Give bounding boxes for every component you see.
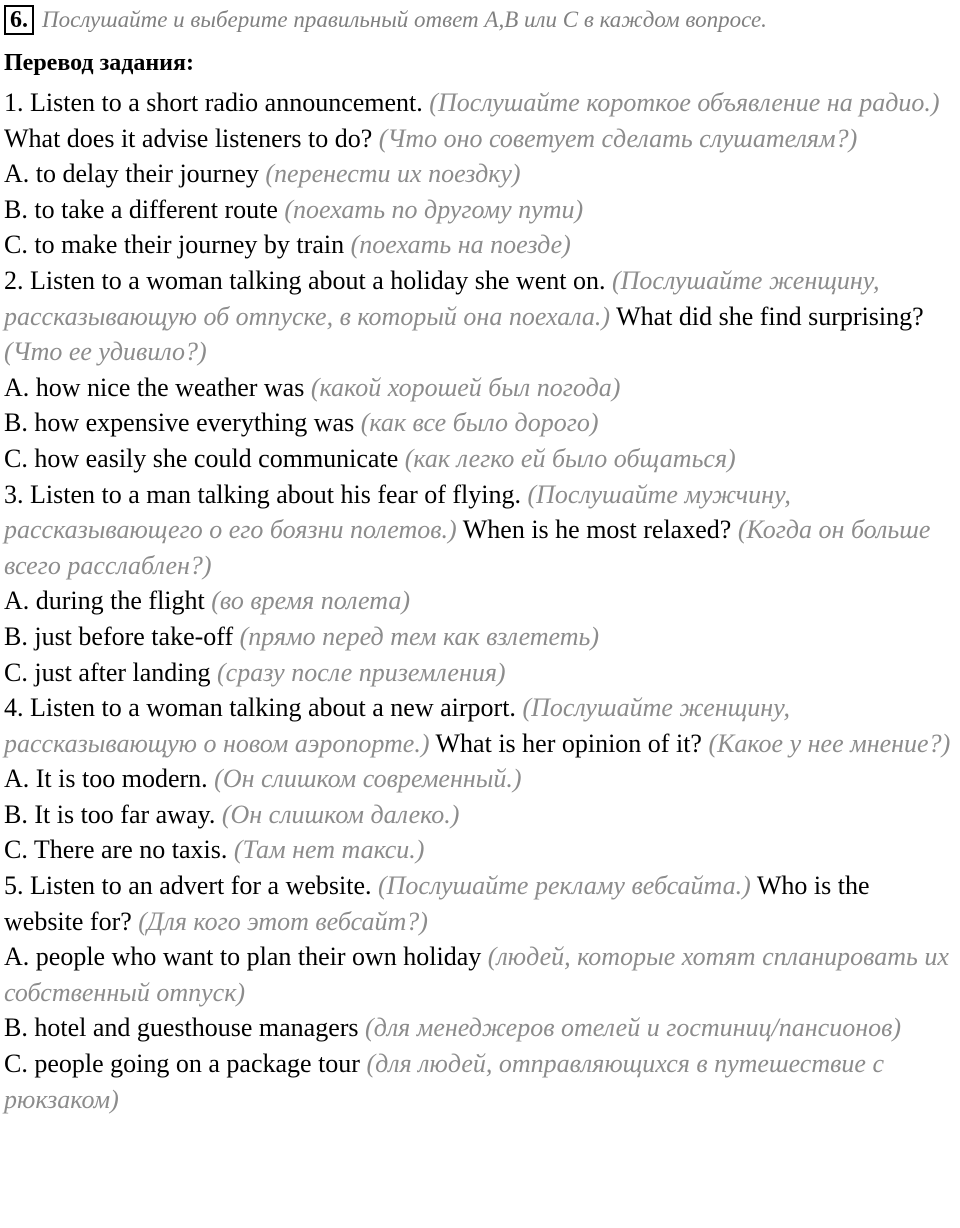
english-text: C. people going on a package tour [4, 1049, 367, 1079]
russian-translation: (перенести их поездку) [265, 159, 521, 189]
exercise-line [4, 690, 954, 761]
exercise-line [4, 619, 954, 655]
exercise-line [4, 868, 954, 939]
exercise-line [4, 85, 954, 156]
exercise-line [4, 583, 954, 619]
russian-translation: (какой хорошей был погода) [310, 372, 621, 402]
english-text: C. how easily she could communicate [4, 443, 405, 473]
english-text: What did she find surprising? [610, 301, 924, 331]
english-text: B. It is too far away. [4, 799, 222, 829]
english-text: B. hotel and guesthouse managers [4, 1013, 366, 1043]
exercise-line [4, 1010, 954, 1046]
exercise-body [4, 85, 954, 1117]
english-text: 1. Listen to a short radio announcement. [4, 88, 430, 117]
russian-translation: (сразу после приземления) [217, 657, 506, 687]
exercise-line [4, 832, 954, 868]
russian-translation: (Что оно советует сделать слушателям?) [378, 123, 858, 153]
exercise-line [4, 1046, 954, 1117]
russian-translation: (прямо перед тем как взлететь) [239, 621, 600, 651]
russian-translation: (Послушайте короткое объявление на радио.) [429, 88, 940, 117]
english-text: A. to delay their journey [4, 159, 266, 189]
russian-translation: (Послушайте рекламу вебсайта.) [378, 871, 751, 901]
russian-translation: (Какое у нее мнение?) [708, 728, 951, 758]
english-text: Who is the website for? [4, 871, 870, 936]
english-text: C. There are no taxis. [4, 835, 234, 865]
english-text: 2. Listen to a woman talking about a holiday she went on. [4, 265, 612, 295]
translation-title: Перевод задания: [4, 50, 194, 76]
exercise-line [4, 405, 954, 441]
english-text: When is he most relaxed? [456, 515, 738, 545]
task-number: 6. [4, 5, 34, 35]
exercise-line [4, 370, 954, 406]
task-header [4, 2, 954, 38]
english-text: A. people who want to plan their own holiday [4, 942, 488, 972]
english-text: B. how expensive everything was [4, 408, 361, 438]
russian-translation: (Послушайте мужчину, рассказывающего о его боязни полетов.) [4, 479, 791, 545]
russian-translation: (Что ее удивило?) [4, 337, 207, 367]
exercise-line [4, 477, 954, 584]
exercise-line [4, 761, 954, 797]
exercise-line [4, 655, 954, 691]
task-instruction: Послушайте и выберите правильный ответ А,В или С в каждом вопросе. [42, 7, 767, 32]
english-text: What does it advise listeners to do? [4, 123, 379, 153]
exercise-line [4, 192, 954, 228]
russian-translation: (Когда он больше всего расслаблен?) [4, 515, 931, 580]
russian-translation: (Для кого этот вебсайт?) [138, 906, 428, 936]
russian-translation: (как легко ей было общаться) [404, 443, 736, 473]
english-text: 5. Listen to an advert for a website. [4, 871, 378, 901]
russian-translation: (поехать на поезде) [350, 230, 571, 260]
exercise-line [4, 797, 954, 833]
exercise-line [4, 939, 954, 1010]
english-text: 4. Listen to a woman talking about a new airport. [4, 693, 523, 723]
russian-translation: (Послушайте женщину, рассказывающую об отпуске, в который она поехала.) [4, 265, 880, 331]
english-text: A. during the flight [4, 586, 212, 616]
english-text: 3. Listen to a man talking about his fear of flying. [4, 479, 528, 509]
english-text: C. just after landing [4, 657, 218, 687]
english-text: What is her opinion of it? [429, 728, 709, 758]
exercise-line [4, 156, 954, 192]
russian-translation: (Там нет такси.) [233, 835, 425, 865]
russian-translation: (людей, которые хотят спланировать их собственный отпуск) [4, 942, 949, 1007]
english-text: A. how nice the weather was [4, 372, 311, 402]
russian-translation: (для менеджеров отелей и гостиниц/пансионов) [365, 1013, 902, 1043]
english-text: C. to make their journey by train [4, 230, 351, 260]
russian-translation: (для людей, отправляющихся в путешествие с рюкзаком) [4, 1049, 884, 1114]
russian-translation: (поехать по другому пути) [284, 194, 584, 224]
russian-translation: (во время полета) [211, 586, 411, 616]
english-text: A. It is too modern. [4, 764, 215, 794]
russian-translation: (Он слишком далеко.) [221, 799, 460, 829]
english-text: B. just before take-off [4, 621, 240, 651]
english-text: B. to take a different route [4, 194, 285, 224]
exercise-line [4, 441, 954, 477]
russian-translation: (Он слишком современный.) [214, 764, 522, 794]
russian-translation: (как все было дорого) [360, 408, 599, 438]
russian-translation: (Послушайте женщину, рассказывающую о новом аэропорте.) [4, 693, 790, 758]
exercise-line [4, 263, 954, 370]
exercise-line [4, 227, 954, 263]
